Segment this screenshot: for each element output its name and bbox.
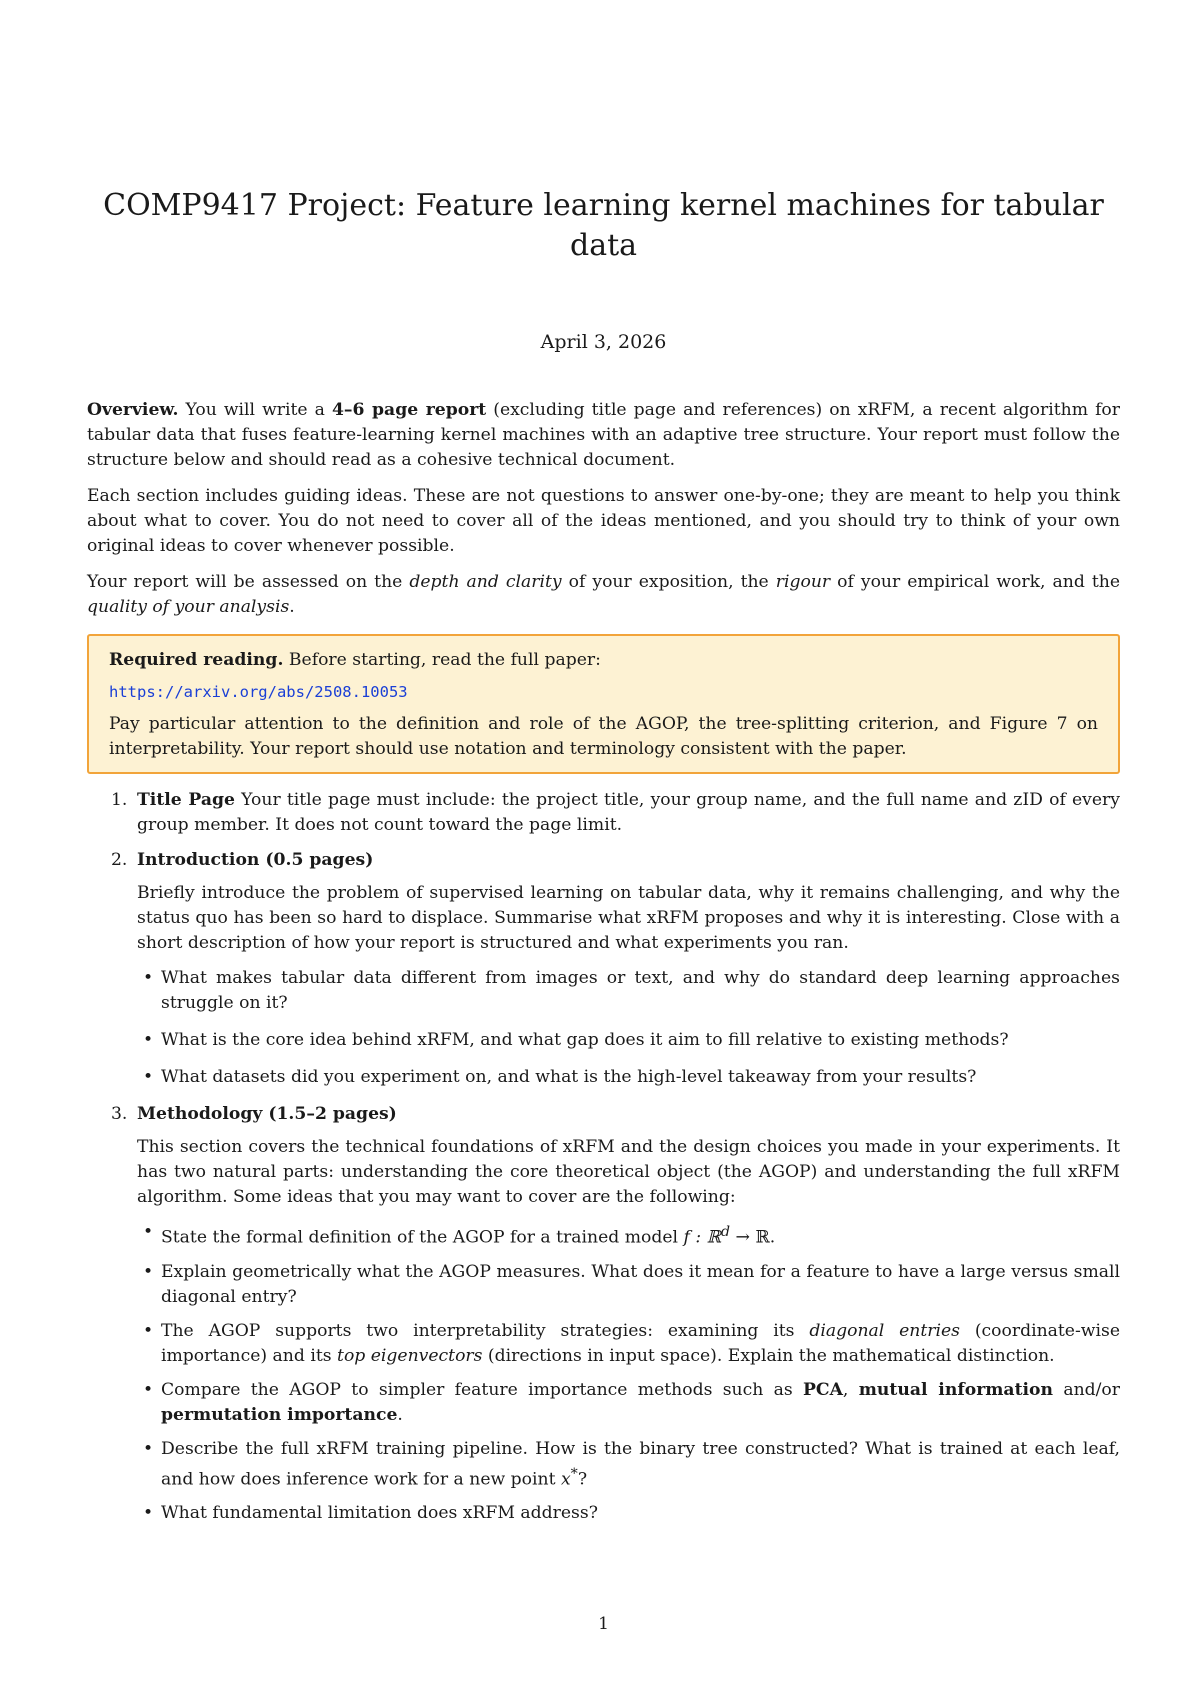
section-heading: Introduction (0.5 pages) bbox=[137, 850, 374, 870]
page-limit-text: 4–6 page report bbox=[331, 400, 487, 420]
required-reading-label: Required reading. bbox=[109, 650, 284, 670]
required-reading-text: Before starting, read the full paper: bbox=[283, 650, 601, 670]
document-title: COMP9417 Project: Feature learning kernel machines for tabular data bbox=[103, 188, 1104, 263]
idea-list bbox=[137, 966, 1120, 1090]
guiding-paragraph: Each section includes guiding ideas. These are not questions to answer one-by-one; they are meant to help you think about what to cover. You do not need to cover all of the ideas mentioned, and you should try to think of your own original ideas to cover whenever possible. bbox=[87, 486, 1120, 556]
bold-term: permutation importance bbox=[161, 1404, 398, 1425]
list-item-text: (directions in input space). Explain the mathematical distinction. bbox=[482, 1345, 1055, 1366]
overview-text: You will write a bbox=[178, 400, 332, 420]
assessment-text: of your exposition, the bbox=[561, 572, 776, 592]
section-title-page bbox=[87, 788, 1120, 838]
section-introduction bbox=[87, 848, 1120, 1090]
bullet-icon: • bbox=[143, 1030, 154, 1050]
math-expression: → ℝ bbox=[730, 1227, 770, 1248]
math-superscript: * bbox=[570, 1465, 578, 1482]
section-intro: Briefly introduce the problem of supervised learning on tabular data, why it remains challenging, and why the status quo has been so hard to displace. Summarise what xRFM proposes and why it is interesting. Close with a short description of how your report is structured and what experiments you ran. bbox=[137, 883, 1120, 953]
idea-list bbox=[137, 1220, 1120, 1526]
list-item-text: What datasets did you experiment on, and what is the high-level takeaway from your results? bbox=[161, 1067, 977, 1087]
math-expression: x bbox=[560, 1469, 571, 1490]
list-item-text: . bbox=[769, 1227, 776, 1248]
section-number: 2. bbox=[111, 850, 128, 870]
list-item-text: (coordinate-wise importance) and its bbox=[161, 1320, 1120, 1366]
bullet-icon: • bbox=[143, 1379, 154, 1400]
bullet-icon: • bbox=[143, 1222, 154, 1242]
bullet-icon: • bbox=[143, 1438, 154, 1459]
math-expression: f : ℝ bbox=[683, 1227, 721, 1248]
list-item bbox=[137, 1378, 1120, 1428]
section-number: 1. bbox=[111, 790, 128, 810]
document-page bbox=[87, 0, 1120, 1696]
assessment-text: Your report will be assessed on the bbox=[87, 572, 410, 592]
bullet-icon: • bbox=[143, 968, 154, 988]
list-item-text: and/or bbox=[1053, 1379, 1120, 1400]
paper-link[interactable]: https://arxiv.org/abs/2508.10053 bbox=[109, 683, 408, 701]
overview-label: Overview. bbox=[87, 400, 179, 420]
list-item bbox=[137, 966, 1120, 1016]
math-superscript: d bbox=[720, 1224, 731, 1240]
paper-link-line bbox=[109, 680, 1098, 705]
required-reading-box bbox=[87, 634, 1120, 774]
section-heading: Title Page bbox=[137, 790, 235, 810]
list-item bbox=[137, 1065, 1120, 1090]
assessment-paragraph bbox=[87, 570, 1120, 620]
section-text: Your title page must include: the project title, your group name, and the full name and zID of every group member. It does not count toward the page limit. bbox=[137, 790, 1120, 835]
section-heading: Methodology (1.5–2 pages) bbox=[137, 1104, 397, 1124]
section-list bbox=[87, 788, 1120, 1526]
document-body bbox=[87, 398, 1120, 1536]
emph-text: top eigenvectors bbox=[337, 1345, 483, 1366]
assessment-emph-depth: depth and clarity bbox=[409, 572, 562, 592]
list-item-text: Describe the full xRFM training pipeline. How is the binary tree constructed? What is trained at each leaf, and how does inference work for a new point bbox=[161, 1438, 1120, 1490]
overview-paragraph bbox=[87, 398, 1120, 473]
section-methodology bbox=[87, 1102, 1120, 1526]
list-item bbox=[137, 1501, 1120, 1526]
bold-term: mutual information bbox=[858, 1379, 1054, 1400]
assessment-text: of your empirical work, and the bbox=[830, 572, 1120, 592]
list-item bbox=[137, 1028, 1120, 1053]
assessment-emph-rigour: rigour bbox=[775, 572, 831, 592]
list-item-text: Compare the AGOP to simpler feature importance methods such as bbox=[161, 1379, 803, 1400]
list-item-text: Explain geometrically what the AGOP measures. What does it mean for a feature to have a large versus small diagonal entry? bbox=[161, 1261, 1120, 1307]
required-reading-line bbox=[109, 648, 1098, 673]
assessment-text: . bbox=[289, 597, 295, 617]
list-item bbox=[137, 1437, 1120, 1493]
bullet-icon: • bbox=[143, 1503, 154, 1524]
document-date: April 3, 2026 bbox=[540, 331, 667, 353]
list-item-text: What is the core idea behind xRFM, and what gap does it aim to fill relative to existing methods? bbox=[161, 1030, 1009, 1050]
list-item bbox=[137, 1319, 1120, 1369]
bold-term: PCA bbox=[802, 1379, 843, 1400]
list-item-text: State the formal definition of the AGOP for a trained model bbox=[161, 1227, 684, 1248]
list-item-text: ? bbox=[577, 1469, 588, 1490]
list-item bbox=[137, 1220, 1120, 1251]
bullet-icon: • bbox=[143, 1320, 154, 1341]
list-item-text: What makes tabular data different from images or text, and why do standard deep learning approaches struggle on it? bbox=[161, 968, 1120, 1013]
list-item bbox=[137, 1260, 1120, 1310]
page-number: 1 bbox=[598, 1614, 609, 1634]
required-reading-note: Pay particular attention to the definition and role of the AGOP, the tree-splitting criterion, and Figure 7 on interpretability. Your report should use notation and terminology consistent with the paper. bbox=[109, 714, 1098, 759]
bullet-icon: • bbox=[143, 1067, 154, 1087]
list-item-text: . bbox=[397, 1404, 403, 1425]
assessment-emph-quality: quality of your analysis bbox=[87, 597, 290, 617]
list-item-text: , bbox=[842, 1379, 859, 1400]
emph-text: diagonal entries bbox=[809, 1320, 960, 1341]
section-number: 3. bbox=[111, 1104, 128, 1124]
list-item-text: What fundamental limitation does xRFM address? bbox=[161, 1503, 598, 1524]
section-intro: This section covers the technical foundations of xRFM and the design choices you made in your experiments. It has two natural parts: understanding the core theoretical object (the AGOP) and understanding the full xRFM algorithm. Some ideas that you may want to cover are the following: bbox=[137, 1137, 1120, 1207]
bullet-icon: • bbox=[143, 1261, 154, 1282]
list-item-text: The AGOP supports two interpretability strategies: examining its bbox=[161, 1320, 810, 1341]
overview-text-rest: (excluding title page and references) on xRFM, a recent algorithm for tabular data that fuses feature-learning kernel machines with an adaptive tree structure. Your report must follow the structure below and should read as a cohesive technical document. bbox=[87, 400, 1120, 470]
